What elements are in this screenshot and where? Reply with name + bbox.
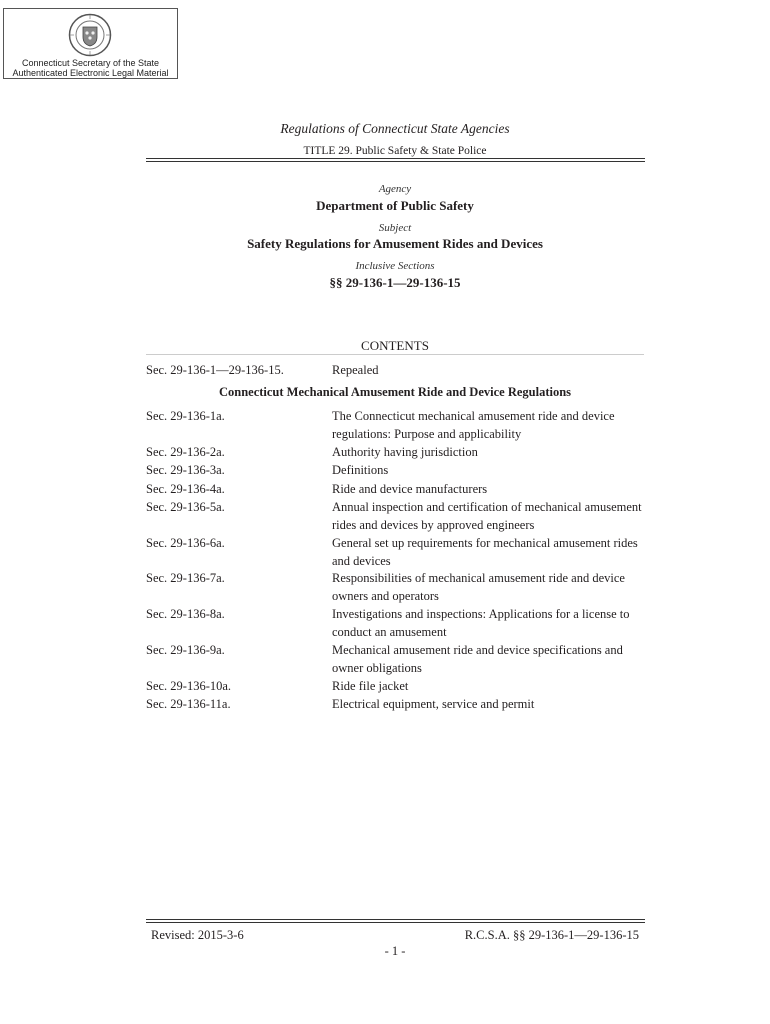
section-number: Sec. 29-136-5a.: [146, 500, 225, 514]
agency-value: Department of Public Safety: [316, 198, 474, 213]
agency-label: Agency: [378, 183, 412, 195]
page-number: - 1 -: [384, 944, 406, 958]
section-number: Sec. 29-136-11a.: [146, 697, 231, 711]
contents-subheading: Connecticut Mechanical Amusement Ride and Device Regulations: [218, 385, 572, 399]
revised-date: Revised: 2015-3-6: [151, 928, 244, 942]
header-rule-bottom: [146, 161, 645, 162]
section-description: Annual inspection and certification of mechanical amusement rides and devices by approved engineers: [332, 500, 642, 532]
section-description: Authority having jurisdiction: [332, 445, 478, 459]
section-number: Sec. 29-136-7a.: [146, 571, 225, 585]
subject-label: Subject: [378, 222, 412, 234]
seal-line-1: Connecticut Secretary of the State: [21, 58, 160, 68]
section-number: Sec. 29-136-3a.: [146, 463, 225, 477]
section-number: Sec. 29-136-10a.: [146, 679, 232, 693]
authentication-seal-box: [3, 8, 178, 79]
contents-heading: CONTENTS: [361, 338, 429, 353]
footer-citation: R.C.S.A. §§ 29-136-1—29-136-15: [464, 928, 639, 942]
section-description: Ride and device manufacturers: [332, 482, 488, 496]
section-description: Responsibilities of mechanical amusement ride and device owners and operators: [332, 571, 625, 603]
section-description: The Connecticut mechanical amusement ride and device regulations: Purpose and applicability: [332, 409, 615, 441]
section-description: Investigations and inspections: Applications for a license to conduct an amusement: [332, 607, 630, 639]
section-number: Sec. 29-136-2a.: [146, 445, 225, 459]
section-description: General set up requirements for mechanical amusement rides and devices: [332, 536, 638, 568]
section-number: Sec. 29-136-9a.: [146, 643, 225, 657]
section-number: Sec. 29-136-1—29-136-15.: [146, 363, 284, 377]
section-number: Sec. 29-136-8a.: [146, 607, 225, 621]
seal-line-2: Authenticated Electronic Legal Material: [12, 68, 169, 78]
section-number: Sec. 29-136-6a.: [146, 536, 225, 550]
footer-rule-bottom: [146, 922, 645, 923]
section-description: Repealed: [332, 363, 379, 377]
inclusive-sections-value: §§ 29-136-1—29-136-15: [329, 275, 461, 290]
section-number: Sec. 29-136-4a.: [146, 482, 225, 496]
section-description: Ride file jacket: [332, 679, 409, 693]
inclusive-sections-label: Inclusive Sections: [355, 260, 435, 272]
document-title: Regulations of Connecticut State Agencies: [280, 121, 510, 136]
contents-rule: [146, 354, 644, 355]
section-description: Definitions: [332, 463, 389, 477]
section-description: Electrical equipment, service and permit: [332, 697, 535, 711]
footer-rule-top: [146, 919, 645, 920]
subject-value: Safety Regulations for Amusement Rides and Devices: [247, 236, 543, 251]
header-rule-top: [146, 158, 645, 159]
section-description: Mechanical amusement ride and device specifications and owner obligations: [332, 643, 623, 675]
document-subtitle: TITLE 29. Public Safety & State Police: [303, 145, 487, 157]
section-number: Sec. 29-136-1a.: [146, 409, 225, 423]
state-seal-icon: [68, 13, 112, 57]
